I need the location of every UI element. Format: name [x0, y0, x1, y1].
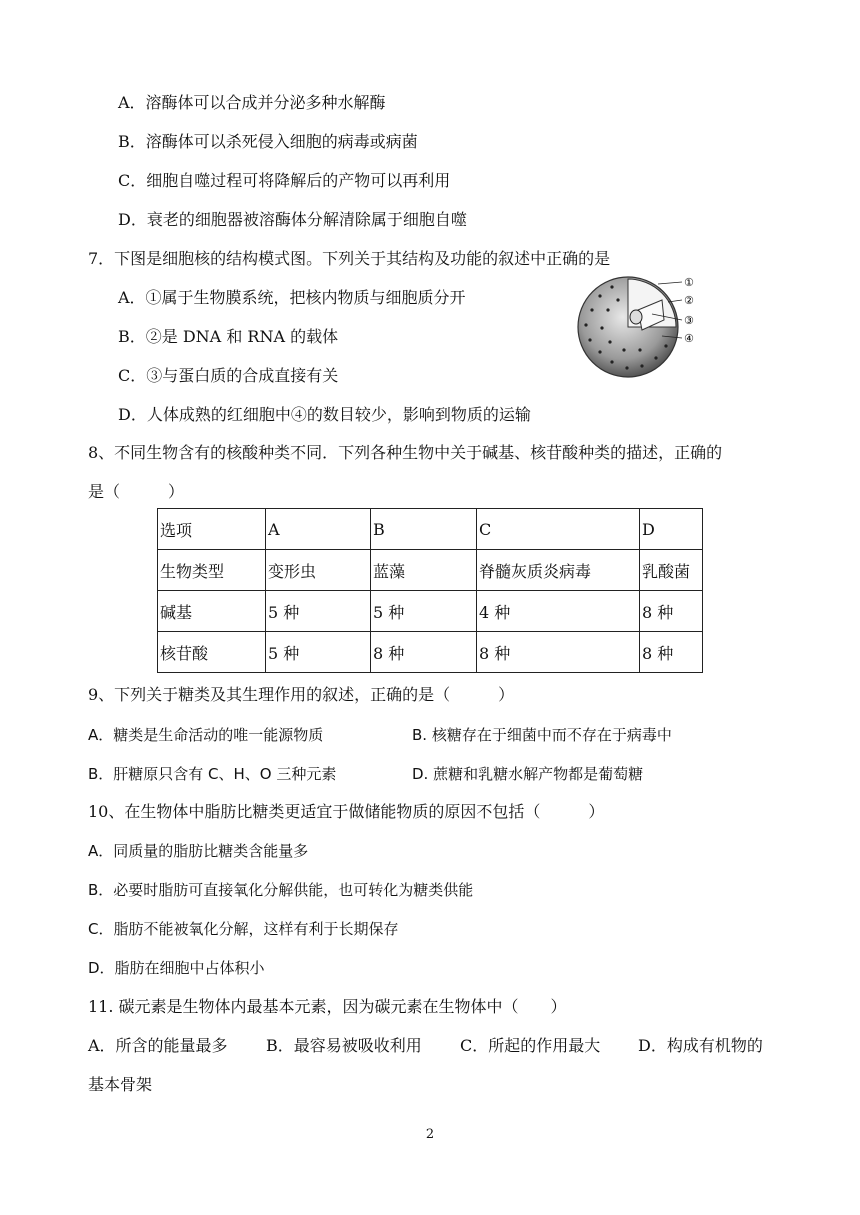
q10-option-c: C．脂肪不能被氧化分解，这样有利于长期保存	[88, 920, 399, 938]
q11-option-b: B．最容易被吸收利用	[266, 1036, 422, 1055]
table-cell: 8 种	[640, 591, 703, 632]
q10-option-b: B．必要时脂肪可直接氧化分解供能，也可转化为糖类供能	[88, 881, 474, 899]
figure-label-3: ③	[684, 314, 694, 327]
table-cell: 5 种	[266, 591, 371, 632]
q10-option-a: A．同质量的脂肪比糖类含能量多	[88, 842, 309, 860]
table-row	[158, 509, 703, 550]
table-cell: B	[371, 509, 477, 550]
table-cell: 生物类型	[158, 550, 266, 591]
q8-stem-line2: 是（ ）	[88, 482, 185, 501]
table-row	[158, 591, 703, 632]
q11-stem: 11. 碳元素是生物体内最基本元素，因为碳元素在生物体中（ ）	[88, 997, 567, 1016]
table-cell: 蓝藻	[371, 550, 477, 591]
q7-option-d: D．人体成熟的红细胞中④的数目较少，影响到物质的运输	[118, 405, 531, 424]
q10-option-d: D．脂肪在细胞中占体积小	[88, 959, 265, 977]
nucleus-structure-figure	[572, 270, 714, 380]
q7-option-b: B．②是 DNA 和 RNA 的载体	[118, 327, 339, 346]
q9-option-c: B．肝糖原只含有 C、H、O 三种元素	[88, 765, 337, 783]
q8-options-table	[157, 508, 703, 673]
table-cell: 5 种	[266, 632, 371, 673]
q7-stem: 7．下图是细胞核的结构模式图。下列关于其结构及功能的叙述中正确的是	[88, 249, 611, 268]
table-cell: 8 种	[477, 632, 640, 673]
table-cell: 碱基	[158, 591, 266, 632]
figure-label-4: ④	[684, 332, 694, 345]
table-cell: 变形虫	[266, 550, 371, 591]
page-number: 2	[425, 1127, 435, 1142]
nucleus-diagram	[572, 270, 714, 380]
q6-option-a: A．溶酶体可以合成并分泌多种水解酶	[118, 93, 386, 112]
table-cell: 8 种	[640, 632, 703, 673]
q11-option-a: A．所含的能量最多	[88, 1036, 228, 1055]
table-cell: 4 种	[477, 591, 640, 632]
figure-label-2: ②	[684, 294, 694, 307]
q7-option-c: C．③与蛋白质的合成直接有关	[118, 366, 339, 385]
table-cell: 乳酸菌	[640, 550, 703, 591]
table-cell: 选项	[158, 509, 266, 550]
table-cell: 5 种	[371, 591, 477, 632]
q6-option-c: C．细胞自噬过程可将降解后的产物可以再利用	[118, 171, 451, 190]
q9-option-b: B. 核糖存在于细菌中而不存在于病毒中	[412, 726, 672, 744]
table-cell: 8 种	[371, 632, 477, 673]
q9-option-d: D. 蔗糖和乳糖水解产物都是葡萄糖	[412, 765, 644, 783]
table-cell: 脊髓灰质炎病毒	[477, 550, 640, 591]
table-row	[158, 632, 703, 673]
q8-stem-line1: 8、不同生物含有的核酸种类不同．下列各种生物中关于碱基、核苷酸种类的描述，正确的	[88, 443, 723, 462]
q6-option-b: B．溶酶体可以杀死侵入细胞的病毒或病菌	[118, 132, 418, 151]
table-row	[158, 550, 703, 591]
table-cell: D	[640, 509, 703, 550]
table-cell: C	[477, 509, 640, 550]
q9-stem: 9、下列关于糖类及其生理作用的叙述，正确的是（ ）	[88, 685, 515, 704]
table-cell: A	[266, 509, 371, 550]
q10-stem: 10、在生物体中脂肪比糖类更适宜于做储能物质的原因不包括（ ）	[88, 802, 605, 821]
figure-label-1: ①	[684, 276, 694, 289]
q6-option-d: D．衰老的细胞器被溶酶体分解清除属于细胞自噬	[118, 210, 467, 229]
q7-option-a: A．①属于生物膜系统，把核内物质与细胞质分开	[118, 288, 466, 307]
q9-option-a: A．糖类是生命活动的唯一能源物质	[88, 726, 324, 744]
q11-option-c: C．所起的作用最大	[460, 1036, 601, 1055]
q11-option-d: D．构成有机物的	[638, 1036, 763, 1055]
q11-continuation: 基本骨架	[88, 1075, 153, 1094]
table-cell: 核苷酸	[158, 632, 266, 673]
